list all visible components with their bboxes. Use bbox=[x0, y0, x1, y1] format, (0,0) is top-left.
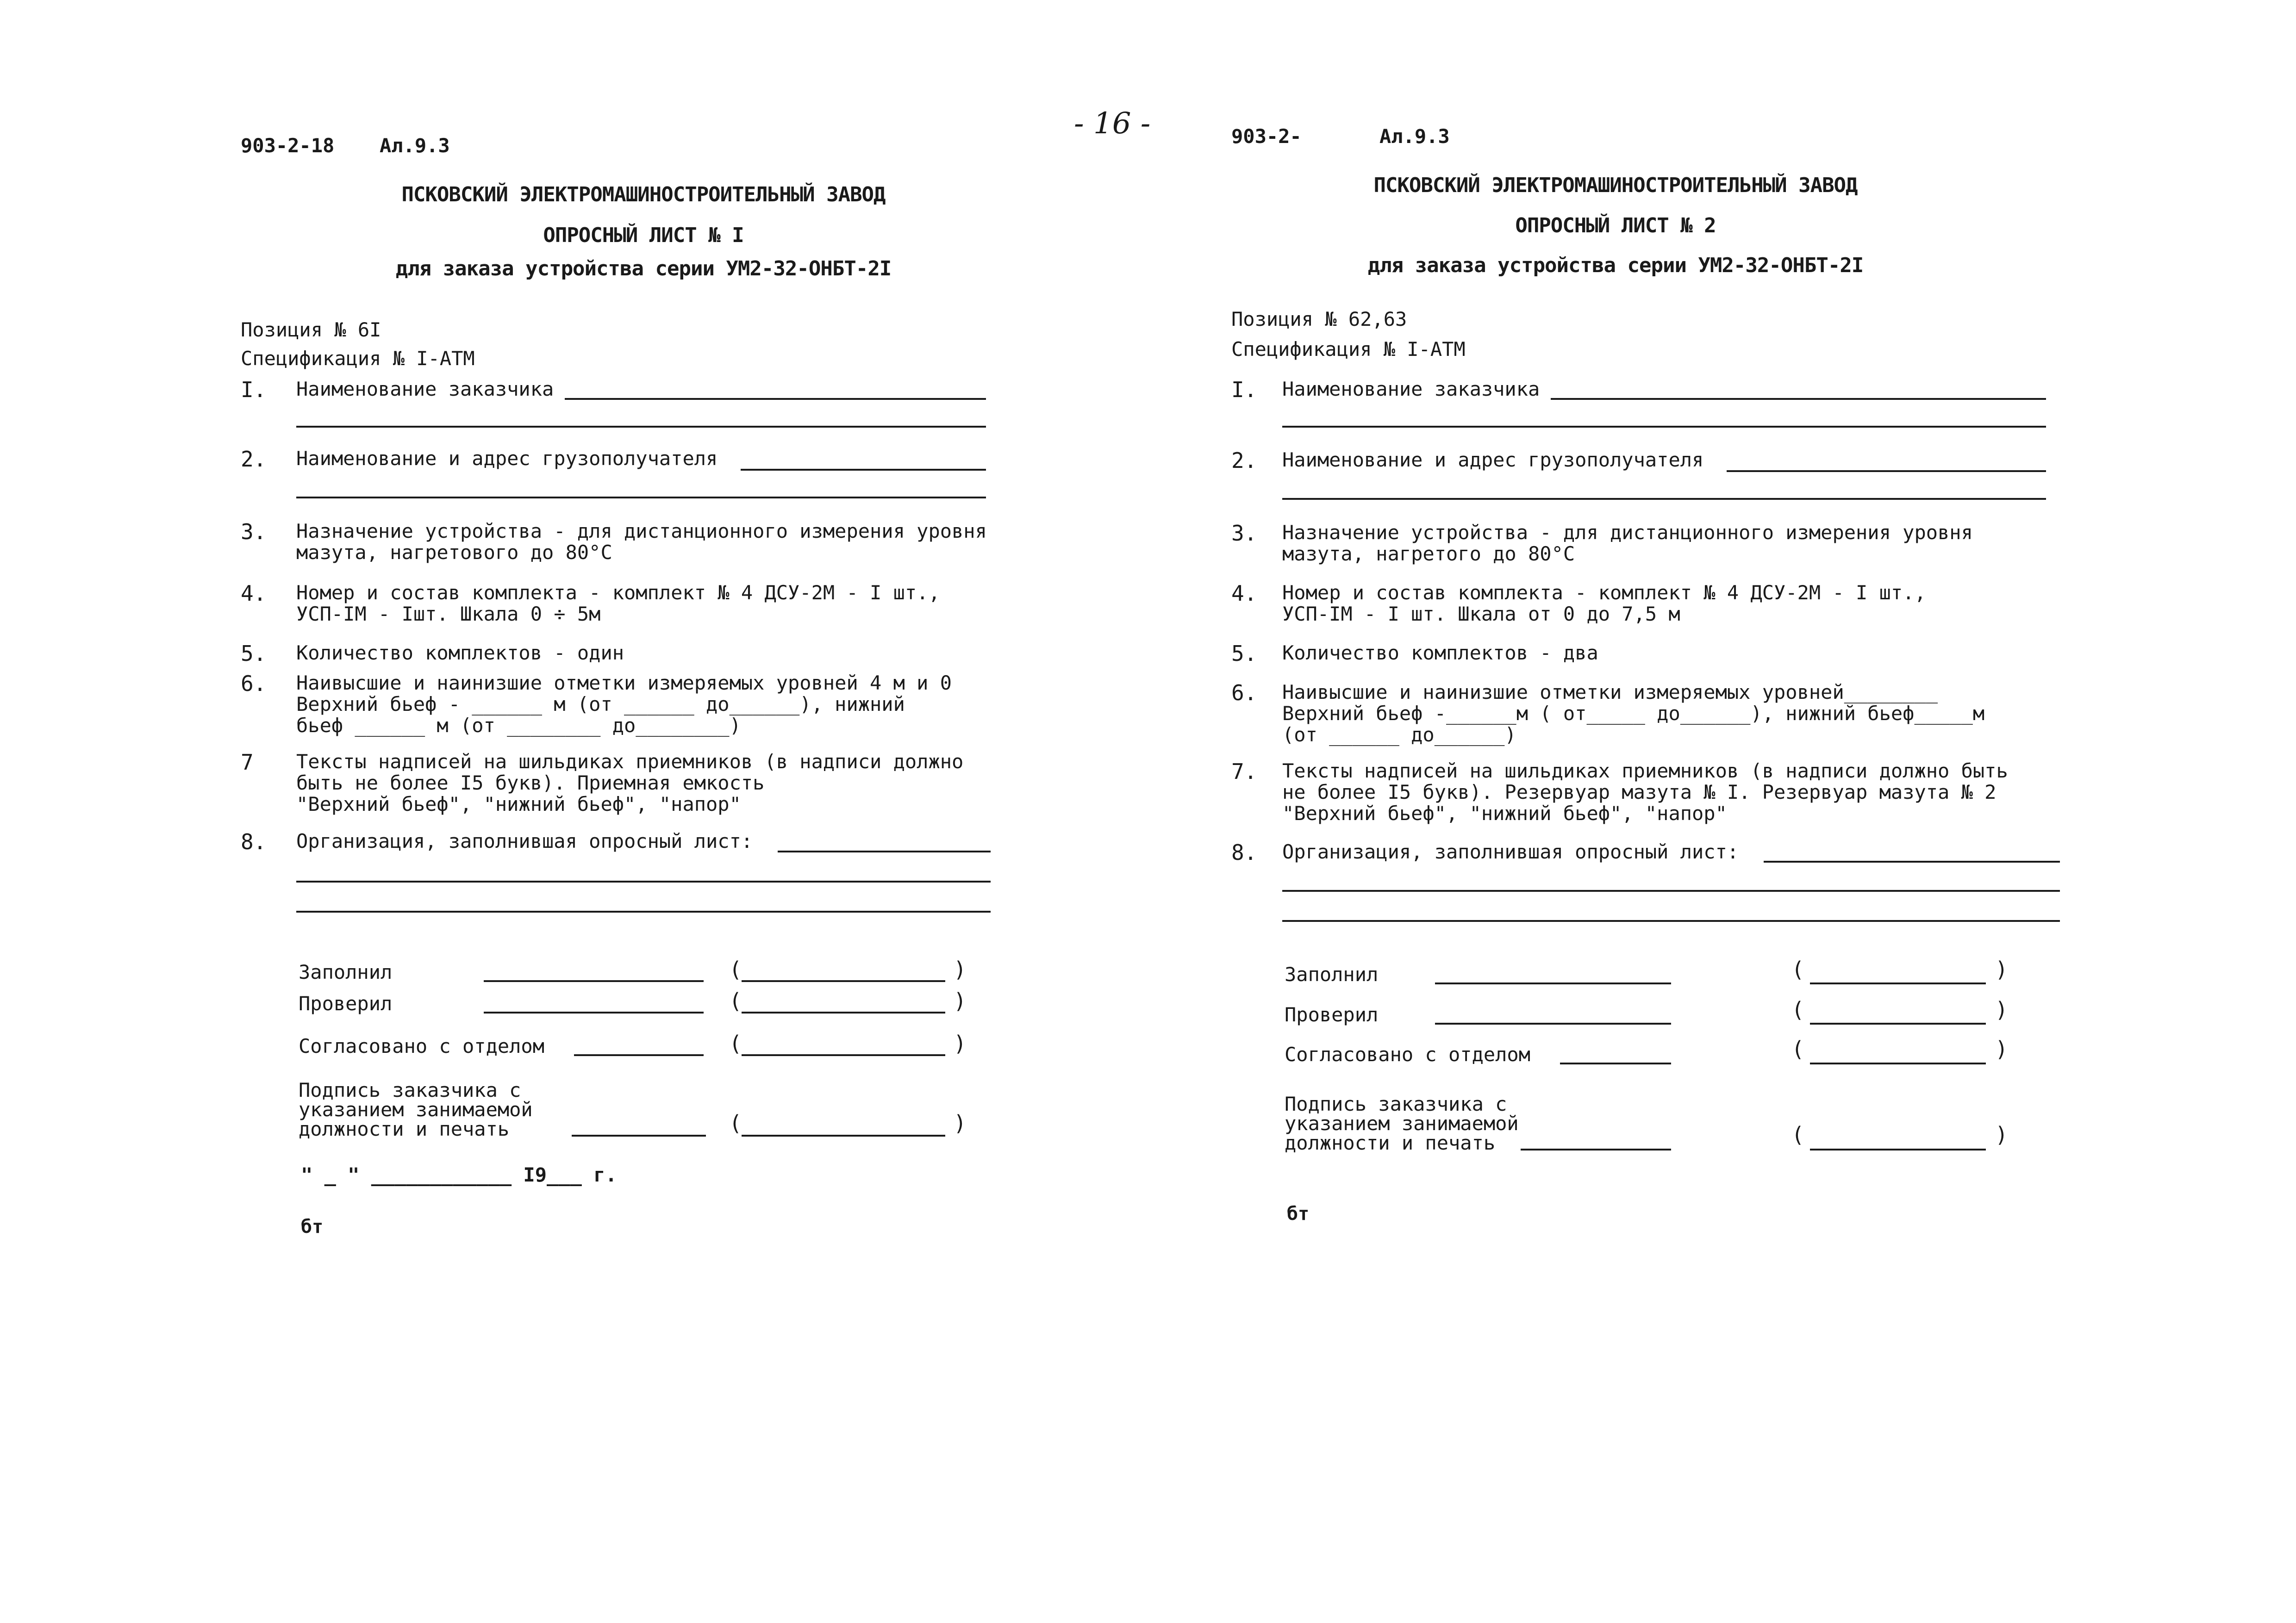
filled-by-label: Заполнил bbox=[1285, 963, 1379, 986]
order-subtitle: для заказа устройства серии УМ2-32-ОНБТ-2I bbox=[395, 257, 892, 280]
close-paren: ) bbox=[954, 957, 967, 982]
sheet-title: ОПРОСНЫЙ ЛИСТ № 2 bbox=[1515, 214, 1716, 237]
close-paren: ) bbox=[954, 989, 967, 1014]
organization-field-line-3[interactable] bbox=[296, 911, 991, 913]
nameplate-texts: Тексты надписей на шильдиках приемников (в надписи должно быть не более I5 букв). Резервуар мазута № I. Резервуар мазута № 2 "Верхний бьеф", "нижний бьеф", "напор" bbox=[1282, 759, 2008, 825]
organization-label: Организация, заполнившая опросный лист: bbox=[1282, 840, 1739, 863]
approved-signature-field[interactable] bbox=[574, 1054, 704, 1056]
customer-name-print-field[interactable] bbox=[742, 1135, 945, 1137]
close-paren: ) bbox=[954, 1111, 967, 1136]
nameplate-texts: Тексты надписей на шильдиках приемников (в надписи должно быть не более I5 букв). Приемная емкость "Верхний бьеф", "нижний бьеф", "напор" bbox=[296, 750, 964, 815]
organization-field[interactable] bbox=[778, 851, 991, 852]
filled-by-signature-field[interactable] bbox=[484, 980, 704, 982]
consignee-field[interactable] bbox=[1727, 470, 2046, 472]
position-number: Позиция № 62,63 bbox=[1231, 308, 1407, 330]
specification-number: Спецификация № I-АТМ bbox=[1231, 338, 1466, 361]
item-number: 7 bbox=[241, 750, 254, 775]
item-number: 4. bbox=[241, 581, 267, 606]
document-code: 903-2- bbox=[1231, 125, 1302, 148]
organization-field-line-2[interactable] bbox=[296, 881, 991, 883]
kit-quantity-text: Количество комплектов - один bbox=[296, 641, 624, 664]
approved-name-field[interactable] bbox=[1810, 1063, 1986, 1064]
consignee-field-line-2[interactable] bbox=[296, 497, 986, 498]
checked-by-name-field[interactable] bbox=[742, 1012, 945, 1014]
customer-name-label: Наименование заказчика bbox=[1282, 378, 1540, 400]
open-paren: ( bbox=[1791, 1037, 1804, 1062]
checked-by-label: Проверил bbox=[299, 992, 393, 1015]
open-paren: ( bbox=[1791, 957, 1804, 982]
open-paren: ( bbox=[1791, 1122, 1804, 1147]
customer-signature-label: Подпись заказчика с указанием занимаемой должности и печать bbox=[1285, 1093, 1519, 1154]
filled-by-signature-field[interactable] bbox=[1435, 983, 1671, 984]
item-number: 3. bbox=[1231, 521, 1257, 546]
customer-signature-field[interactable] bbox=[1521, 1149, 1671, 1150]
item-number: 7. bbox=[1231, 759, 1257, 784]
item-number: 8. bbox=[241, 829, 267, 854]
device-purpose-text: Назначение устройства - для дистанционного измерения уровня мазута, нагретого до 80°С bbox=[1282, 521, 1973, 565]
approved-signature-field[interactable] bbox=[1560, 1063, 1671, 1064]
plant-name: ПСКОВСКИЙ ЭЛЕКТРОМАШИНОСТРОИТЕЛЬНЫЙ ЗАВОД bbox=[1373, 174, 1858, 197]
consignee-field-line-2[interactable] bbox=[1282, 498, 2046, 500]
customer-name-field[interactable] bbox=[1551, 398, 2046, 400]
approved-by-department-label: Согласовано с отделом bbox=[1285, 1043, 1531, 1066]
filled-by-name-field[interactable] bbox=[742, 980, 945, 982]
kit-composition-text: Номер и состав комплекта - комплект № 4 ДСУ-2М - I шт., УСП-IМ - I шт. Шкала от 0 до 7,5 м bbox=[1282, 581, 1926, 625]
organization-field-line-3[interactable] bbox=[1282, 920, 2060, 922]
specification-number: Спецификация № I-АТМ bbox=[241, 347, 475, 370]
customer-signature-field[interactable] bbox=[572, 1135, 706, 1137]
filled-by-name-field[interactable] bbox=[1810, 983, 1986, 984]
customer-name-field-line-2[interactable] bbox=[296, 426, 986, 428]
album-number: Ал.9.3 bbox=[380, 134, 450, 157]
checked-by-signature-field[interactable] bbox=[484, 1012, 704, 1014]
footer-mark: бт bbox=[1287, 1203, 1310, 1225]
footer-mark: бт bbox=[301, 1216, 324, 1237]
item-number: 6. bbox=[241, 671, 267, 696]
approved-by-department-label: Согласовано с отделом bbox=[299, 1035, 545, 1057]
close-paren: ) bbox=[1995, 1037, 2008, 1062]
consignee-label: Наименование и адрес грузополучателя bbox=[1282, 448, 1704, 471]
close-paren: ) bbox=[954, 1031, 967, 1056]
filled-by-label: Заполнил bbox=[299, 961, 393, 983]
kit-composition-text: Номер и состав комплекта - комплект № 4 ДСУ-2М - I шт., УСП-IМ - Iшт. Шкала 0 ÷ 5м bbox=[296, 581, 940, 625]
item-number: 6. bbox=[1231, 680, 1257, 705]
customer-signature-label: Подпись заказчика с указанием занимаемой должности и печать bbox=[299, 1079, 533, 1140]
checked-by-label: Проверил bbox=[1285, 1003, 1379, 1026]
checked-by-signature-field[interactable] bbox=[1435, 1023, 1671, 1025]
customer-name-print-field[interactable] bbox=[1810, 1149, 1986, 1150]
organization-label: Организация, заполнившая опросный лист: bbox=[296, 830, 753, 852]
kit-quantity-text: Количество комплектов - два bbox=[1282, 641, 1598, 664]
open-paren: ( bbox=[729, 1111, 742, 1136]
organization-field-line-2[interactable] bbox=[1282, 890, 2060, 892]
item-number: 5. bbox=[241, 641, 267, 666]
open-paren: ( bbox=[729, 957, 742, 982]
item-number: 2. bbox=[1231, 448, 1257, 473]
order-subtitle: для заказа устройства серии УМ2-32-ОНБТ-2I bbox=[1367, 254, 1864, 277]
close-paren: ) bbox=[1995, 1122, 2008, 1147]
item-number: 4. bbox=[1231, 581, 1257, 606]
position-number: Позиция № 6I bbox=[241, 318, 381, 341]
close-paren: ) bbox=[1995, 957, 2008, 982]
item-number: 3. bbox=[241, 519, 267, 544]
item-number: I. bbox=[241, 377, 267, 402]
album-number: Ал.9.3 bbox=[1379, 125, 1450, 148]
date-line: " _ " ____________ I9___ г. bbox=[301, 1163, 617, 1186]
consignee-field[interactable] bbox=[741, 469, 986, 471]
customer-name-field-line-2[interactable] bbox=[1282, 426, 2046, 428]
organization-field[interactable] bbox=[1764, 861, 2060, 863]
level-marks-text: Наивысшие и наинизшие отметки измеряемых уровней________ Верхний бьеф -______м ( от_____ до______), нижний бьеф_____м (от ______ до______) bbox=[1282, 681, 1985, 746]
page-number: - 16 - bbox=[1074, 106, 1151, 141]
customer-name-label: Наименование заказчика bbox=[296, 378, 554, 400]
item-number: 8. bbox=[1231, 840, 1257, 865]
item-number: I. bbox=[1231, 377, 1257, 402]
item-number: 2. bbox=[241, 447, 267, 472]
sheet-title: ОПРОСНЫЙ ЛИСТ № I bbox=[543, 224, 744, 247]
open-paren: ( bbox=[729, 989, 742, 1014]
level-marks-text: Наивысшие и наинизшие отметки измеряемых уровней 4 м и 0 Верхний бьеф - ______ м (от ______ до______), нижний бьеф ______ м (от ________ до________) bbox=[296, 672, 952, 737]
open-paren: ( bbox=[729, 1031, 742, 1056]
plant-name: ПСКОВСКИЙ ЭЛЕКТРОМАШИНОСТРОИТЕЛЬНЫЙ ЗАВОД bbox=[401, 183, 886, 206]
consignee-label: Наименование и адрес грузополучателя bbox=[296, 447, 718, 470]
close-paren: ) bbox=[1995, 997, 2008, 1022]
customer-name-field[interactable] bbox=[565, 398, 986, 400]
document-code: 903-2-18 bbox=[241, 134, 335, 157]
approved-name-field[interactable] bbox=[742, 1054, 945, 1056]
device-purpose-text: Назначение устройства - для дистанционного измерения уровня мазута, нагретового до 80°С bbox=[296, 520, 987, 564]
checked-by-name-field[interactable] bbox=[1810, 1023, 1986, 1025]
open-paren: ( bbox=[1791, 997, 1804, 1022]
item-number: 5. bbox=[1231, 641, 1257, 666]
